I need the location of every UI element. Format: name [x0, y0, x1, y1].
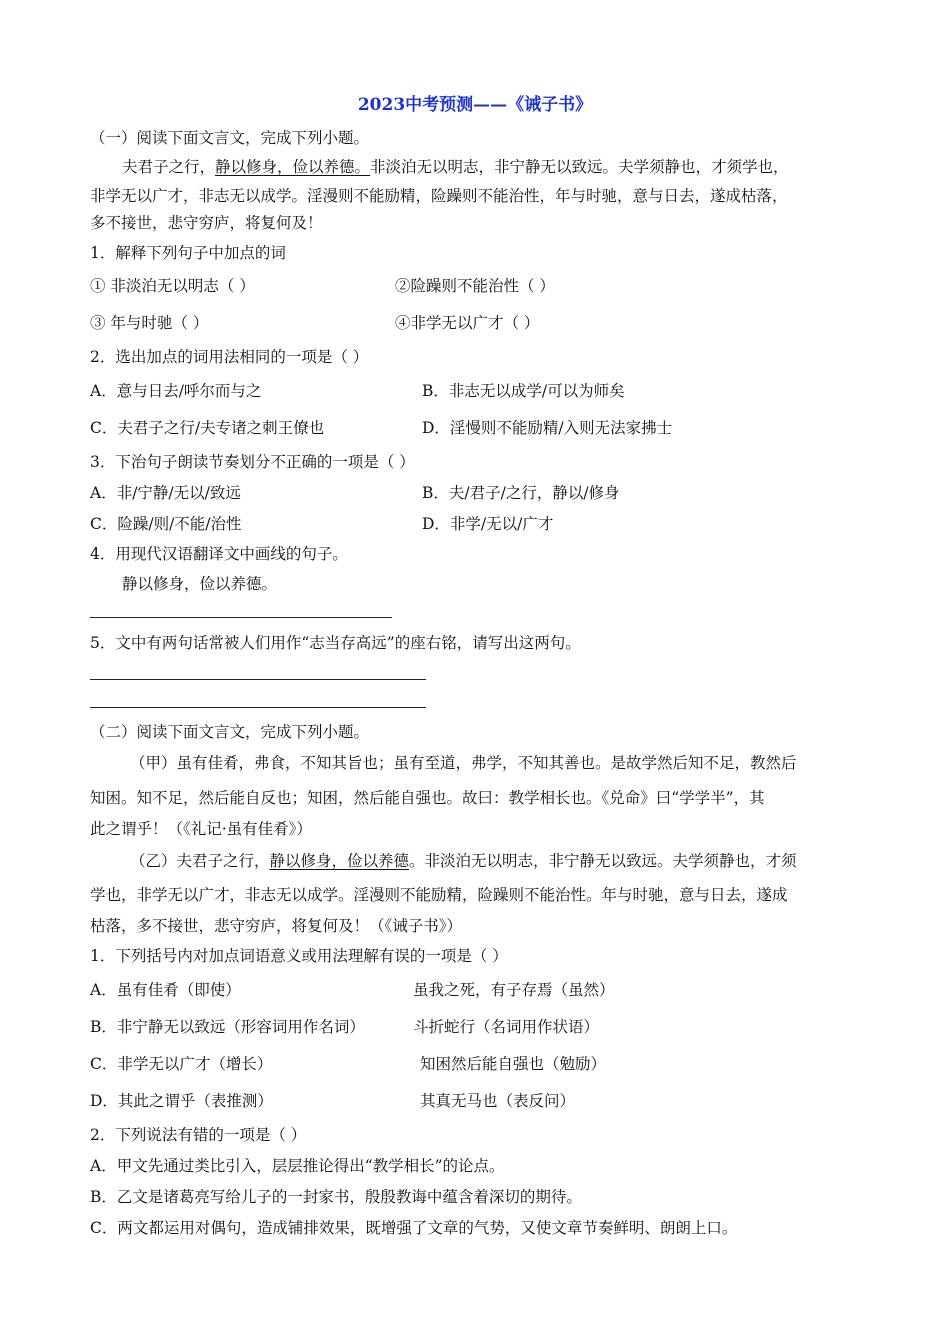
passage-yi-line1-b: 。非淡泊无以明志，非宁静无以致远。夫学须静也，才须	[409, 852, 797, 870]
passage-jia-line3: 此之谓乎！（《礼记·虽有佳肴》）	[90, 820, 312, 838]
part1-intro: （一）阅读下面文言文，完成下列小题。	[90, 129, 370, 147]
p1-q4-answer-line	[90, 617, 392, 618]
passage-yi-line2: 学也，非学无以广才，非志无以成学。淫漫则不能励精，险躁则不能治性。年与时驰，意与日去，遂成	[90, 886, 788, 904]
p2-q1-option-d2: 其真无马也（表反问）	[420, 1092, 576, 1110]
p2-q1-option-b1: B．非宁静无以致远（形容词用作名词）	[90, 1018, 365, 1036]
p1-question-2: 2．选出加点的词用法相同的一项是（ ）	[90, 348, 369, 366]
p2-q1-option-c2: 知困然后能自强也（勉励）	[420, 1055, 607, 1073]
p2-q1-option-c1: C．非学无以广才（增长）	[90, 1055, 273, 1073]
p2-q1-option-a2: 虽我之死，有子存焉（虽然）	[413, 981, 615, 999]
passage1-line2: 非学无以广才，非志无以成学。淫漫则不能励精，险躁则不能治性，年与时驰，意与日去，遂成枯落，	[90, 187, 788, 205]
p2-q2-option-c: C．两文都运用对偶句，造成铺排效果，既增强了文章的气势，又使文章节奏鲜明、朗朗上口。	[90, 1219, 738, 1237]
p1-q1-item-4: ④非学无以广才（ ）	[395, 314, 540, 332]
passage-yi-line1	[130, 851, 797, 871]
p2-q1-option-b2: 斗折蛇行（名词用作状语）	[413, 1018, 600, 1036]
passage1-line3: 多不接世，悲守穷庐，将复何及！	[90, 214, 323, 232]
p2-q1-option-a1: A．虽有佳肴（即使）	[90, 981, 241, 999]
p1-q2-option-b: B．非志无以成学/可以为师矣	[422, 382, 625, 400]
p2-question-1: 1．下列括号内对加点词语意义或用法理解有误的一项是（ ）	[90, 947, 508, 965]
p1-q1-item-3: ③ 年与时驰（ ）	[90, 314, 209, 332]
passage-yi-underlined-sentence: 静以修身，俭以养德	[269, 852, 410, 870]
p2-question-2: 2．下列说法有错的一项是（ ）	[90, 1126, 307, 1144]
p1-q5-answer-line-1	[90, 679, 426, 680]
passage-jia-line2: 知困。知不足，然后能自反也；知困，然后能自强也。故曰：教学相长也。《兑命》曰“学学半”，其	[90, 789, 765, 807]
passage1-line1	[122, 157, 789, 177]
passage-jia-line1: （甲）虽有佳肴，弗食，不知其旨也；虽有至道，弗学，不知其善也。是故学然后知不足，教然后	[130, 754, 797, 772]
p1-question-3: 3．下治句子朗读节奏划分不正确的一项是（ ）	[90, 453, 415, 471]
passage-yi-line1-a: （乙）夫君子之行，	[130, 852, 270, 870]
p1-q5-answer-line-2	[90, 707, 426, 708]
p1-q3-option-c: C．险躁/则/不能/治性	[90, 515, 242, 533]
p1-q3-option-a: A．非/宁静/无以/致远	[90, 484, 241, 502]
p1-q4-sentence: 静以修身，俭以养德。	[122, 575, 278, 593]
p2-q1-option-d1: D．其此之谓乎（表推测）	[90, 1092, 273, 1110]
p1-q1-item-2: ②险躁则不能治性（ ）	[395, 277, 555, 295]
p1-question-4: 4．用现代汉语翻译文中画线的句子。	[90, 545, 348, 563]
passage1-line1-a: 夫君子之行，	[122, 158, 216, 176]
passage1-underlined-sentence: 静以修身，俭以养德。	[215, 158, 371, 176]
p1-q2-option-a: A．意与日去/呼尔而与之	[90, 382, 262, 400]
p1-q3-option-d: D．非学/无以/广才	[422, 515, 554, 533]
p1-q3-option-b: B．夫/君子/之行，静以/修身	[422, 484, 620, 502]
p1-q2-option-c: C．夫君子之行/夫专诸之刺王僚也	[90, 419, 325, 437]
p2-q2-option-b: B．乙文是诸葛亮写给儿子的一封家书，殷殷教诲中蕴含着深切的期待。	[90, 1188, 582, 1206]
p1-question-1: 1．解释下列句子中加点的词	[90, 244, 286, 262]
document-title: 2023中考预测——《诫子书》	[357, 95, 593, 115]
p1-question-5: 5．文中有两句话常被人们用作“志当存高远”的座右铭，请写出这两句。	[90, 634, 581, 652]
passage-yi-line3: 枯落，多不接世，悲守穷庐，将复何及！（《诫子书》）	[90, 917, 463, 935]
p2-q2-option-a: A．甲文先通过类比引入，层层推论得出“教学相长”的论点。	[90, 1157, 505, 1175]
passage1-line1-b: 非淡泊无以明志，非宁静无以致远。夫学须静也，才须学也，	[370, 158, 789, 176]
p1-q2-option-d: D．淫慢则不能励精/入则无法家拂士	[422, 419, 673, 437]
part2-intro: （二）阅读下面文言文，完成下列小题。	[90, 723, 370, 741]
p1-q1-item-1: ① 非淡泊无以明志（ ）	[90, 277, 255, 295]
